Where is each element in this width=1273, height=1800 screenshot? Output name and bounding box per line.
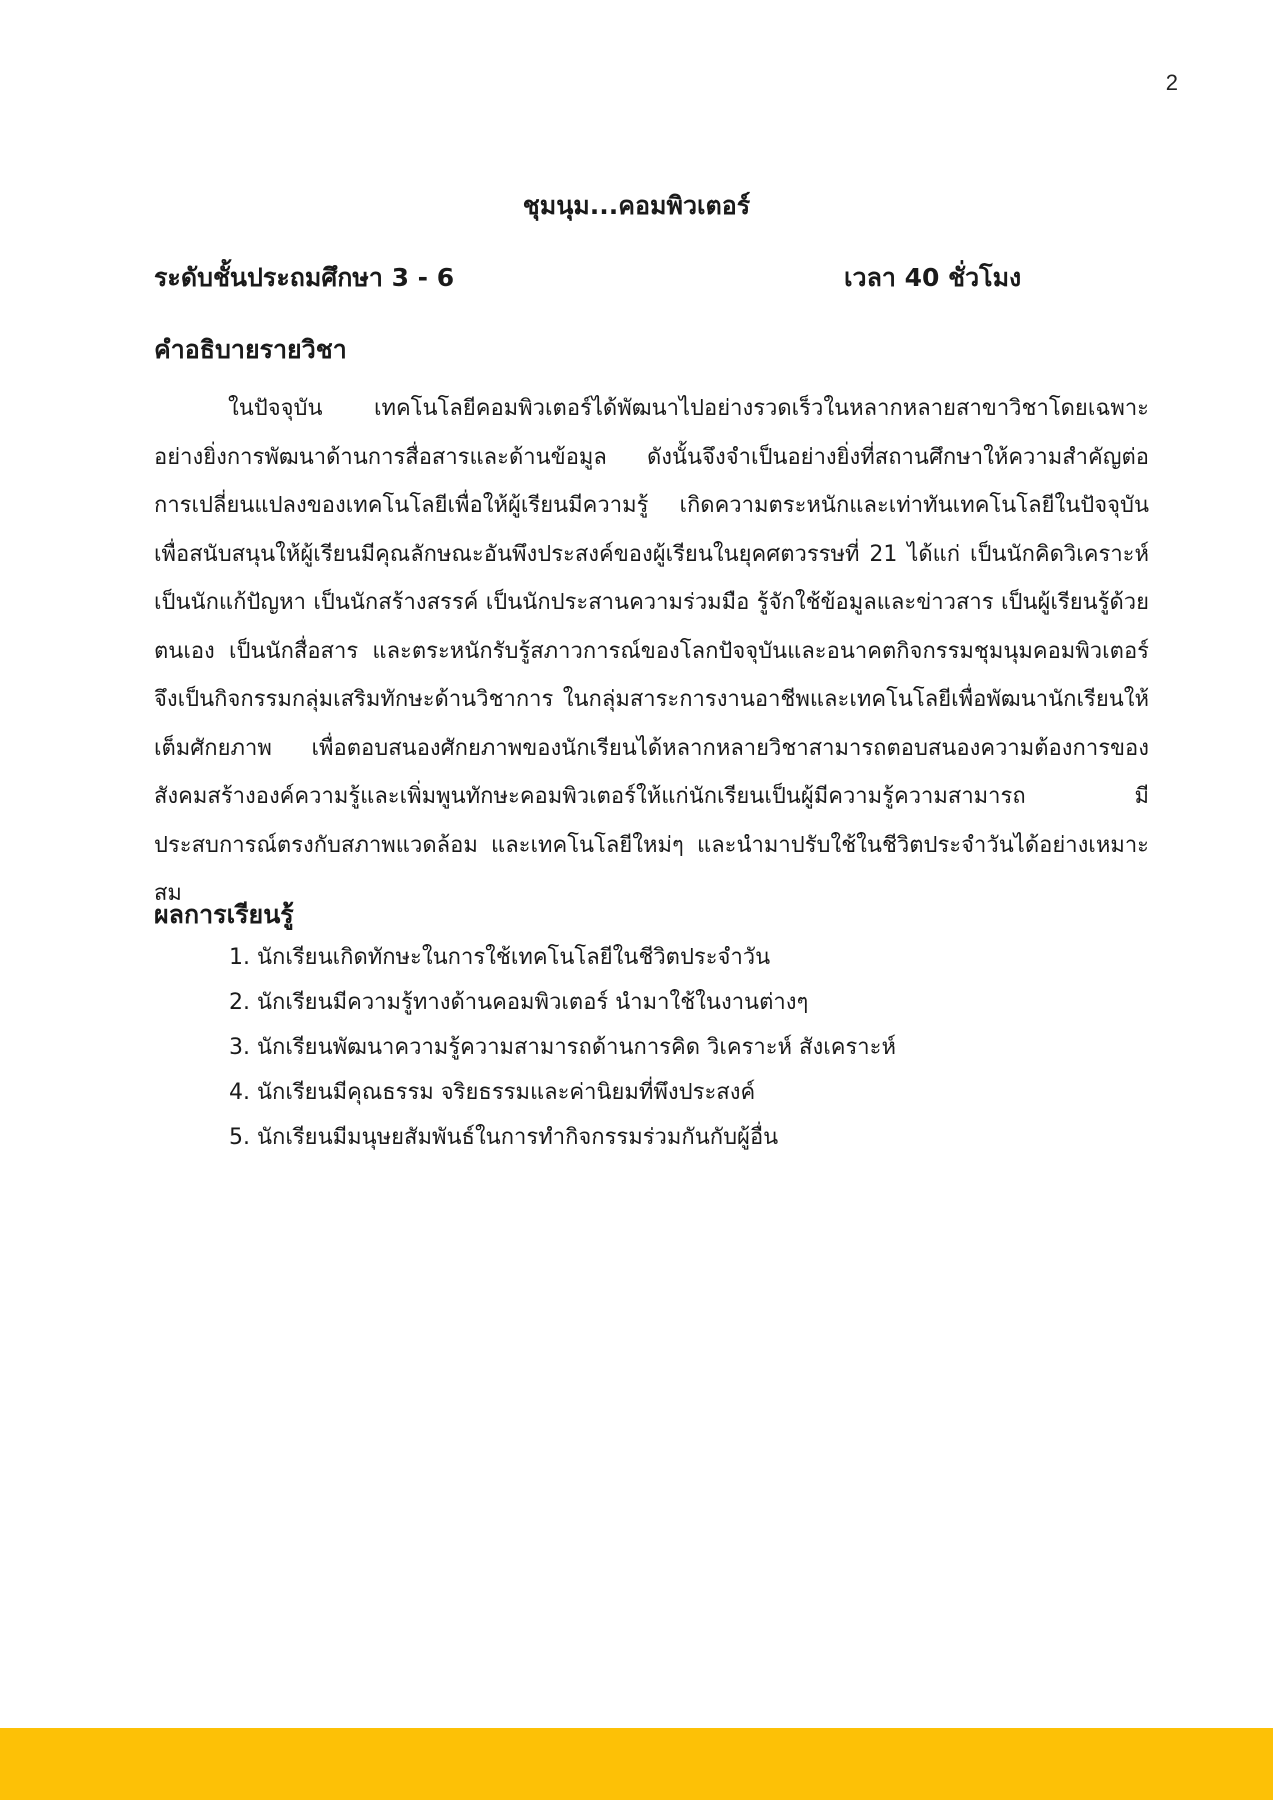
footer-bar <box>0 1728 1273 1800</box>
description-body: ในปัจจุบัน เทคโนโลยีคอมพิวเตอร์ได้พัฒนาไปอย่างรวดเร็วในหลากหลายสาขาวิชาโดยเฉพาะอย่างยิ่งการพัฒนาด้านการสื่อสารและด้านข้อมูล ดังนั้นจึงจำเป็นอย่างยิ่งที่สถานศึกษาให้ความสำคัญต่อการเปลี่ยนแปลงของเทคโนโลยีเพื่อให้ผู้เรียนมีความรู้ เกิดความตระหนักและเท่าทันเทคโนโลยีในปัจจุบันเพื่อสนับสนุนให้ผู้เรียนมีคุณลักษณะอันพึงประสงค์ของผู้เรียนในยุคศตวรรษที่ 21 ได้แก่ เป็นนักคิดวิเคราะห์ เป็นนักแก้ปัญหา เป็นนักสร้างสรรค์ เป็นนักประสานความร่วมมือ รู้จักใช้ข้อมูลและข่าวสาร เป็นผู้เรียนรู้ด้วยตนเอง เป็นนักสื่อสาร และตระหนักรับรู้สภาวการณ์ของโลกปัจจุบันและอนาคตกิจกรรมชุมนุมคอมพิวเตอร์ จึงเป็นกิจกรรมกลุ่มเสริมทักษะด้านวิชาการ ในกลุ่มสาระการงานอาชีพและเทคโนโลยีเพื่อพัฒนานักเรียนให้เต็มศักยภาพ เพื่อตอบสนองศักยภาพของนักเรียนได้หลากหลายวิชาสามารถตอบสนองความต้องการของสังคมสร้างองค์ความรู้และเพิ่มพูนทักษะคอมพิวเตอร์ให้แก่นักเรียนเป็นผู้มีความรู้ความสามารถ มีประสบการณ์ตรงกับสภาพแวดล้อม และเทคโนโลยีใหม่ๆ และนำมาปรับใช้ในชีวิตประจำวันได้อย่างเหมาะสม <box>154 396 1149 906</box>
course-hours: เวลา 40 ชั่วโมง <box>844 263 1022 292</box>
outcomes-list <box>229 935 896 1160</box>
page-title: ชุมนุม...คอมพิวเตอร์ <box>522 191 751 220</box>
page-number: 2 <box>1165 70 1178 95</box>
outcome-item: 4. นักเรียนมีคุณธรรม จริยธรรมและค่านิยมที่พึงประสงค์ <box>229 1080 756 1105</box>
outcomes-heading: ผลการเรียนรู้ <box>154 900 294 929</box>
description-heading: คำอธิบายรายวิชา <box>154 335 347 364</box>
outcome-item: 2. นักเรียนมีความรู้ทางด้านคอมพิวเตอร์ นำมาใช้ในงานต่างๆ <box>229 990 809 1015</box>
course-meta <box>154 258 1024 298</box>
outcome-item: 1. นักเรียนเกิดทักษะในการใช้เทคโนโลยีในชีวิตประจำวัน <box>229 945 771 970</box>
grade-level: ระดับชั้นประถมศึกษา 3 - 6 <box>154 263 455 292</box>
outcome-item: 5. นักเรียนมีมนุษยสัมพันธ์ในการทำกิจกรรมร่วมกันกับผู้อื่น <box>229 1125 779 1150</box>
outcome-item: 3. นักเรียนพัฒนาความรู้ความสามารถด้านการคิด วิเคราะห์ สังเคราะห์ <box>229 1035 896 1060</box>
